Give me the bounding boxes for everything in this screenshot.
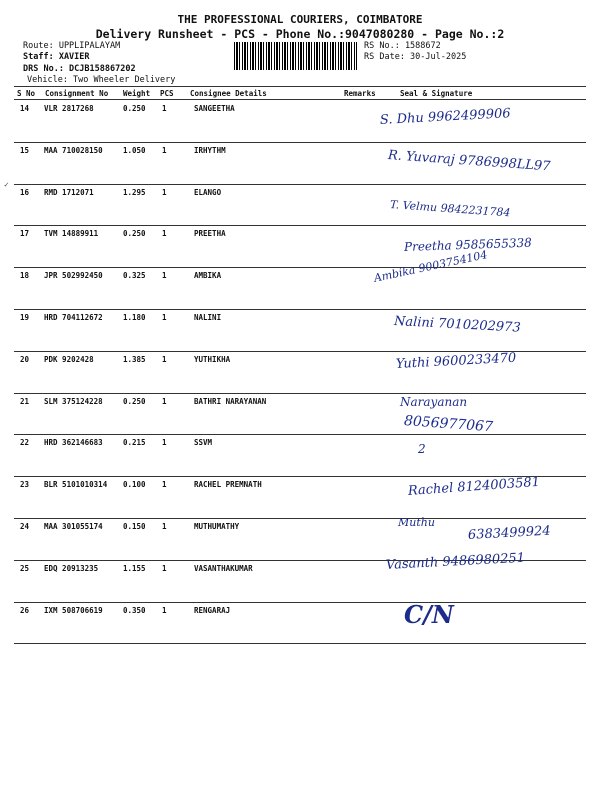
cell-consignment-no: MAA 301055174 bbox=[44, 522, 103, 531]
row-divider bbox=[14, 184, 586, 185]
cell-consignment-no: MAA 710028150 bbox=[44, 145, 103, 155]
cell-consignee: IRHYTHM bbox=[194, 145, 226, 155]
row-divider bbox=[14, 434, 586, 435]
cell-weight: 1.155 bbox=[123, 563, 146, 573]
cell-consignee: SANGEETHA bbox=[194, 104, 235, 113]
signature-row19: Nalini 7010202973 bbox=[393, 314, 522, 336]
cell-weight: 0.150 bbox=[123, 522, 146, 531]
col-header-remarks: Remarks bbox=[344, 89, 376, 98]
cell-weight: 1.385 bbox=[123, 354, 146, 364]
drs-number: DRS No.: DCJB158867202 bbox=[23, 64, 136, 74]
cell-sno: 21 bbox=[20, 396, 30, 406]
cell-pcs: 1 bbox=[162, 438, 167, 448]
vehicle-label: Vehicle: Two Wheeler Delivery bbox=[27, 75, 176, 85]
cell-consignment-no: EDQ 20913235 bbox=[44, 563, 99, 573]
cell-sno: 18 bbox=[20, 271, 30, 281]
cell-consignee: MUTHUMATHY bbox=[194, 522, 240, 531]
cell-sno: 23 bbox=[20, 480, 30, 490]
cell-consignment-no: SLM 375124228 bbox=[44, 396, 103, 406]
signature-row15: R. Yuvaraj 9786998LL97 bbox=[387, 148, 551, 175]
cell-weight: 1.295 bbox=[123, 187, 146, 197]
cell-consignee: NALINI bbox=[194, 313, 222, 322]
cell-consignee: YUTHIKHA bbox=[194, 354, 231, 364]
cell-weight: 0.350 bbox=[123, 605, 146, 615]
cell-weight: 0.325 bbox=[123, 271, 146, 281]
cell-pcs: 1 bbox=[162, 104, 167, 113]
cell-consignee: BATHRI NARAYANAN bbox=[194, 396, 267, 406]
cell-consignee: RACHEL PREMNATH bbox=[194, 480, 262, 490]
cell-sno: 16 bbox=[20, 187, 30, 197]
cell-sno: 25 bbox=[20, 563, 30, 573]
row-divider bbox=[14, 518, 586, 519]
cell-consignment-no: RMD 1712071 bbox=[44, 187, 94, 197]
col-header-consignment: Consignment No bbox=[45, 89, 109, 98]
cell-weight: 0.250 bbox=[123, 229, 146, 239]
cell-pcs: 1 bbox=[162, 480, 167, 490]
cell-consignment-no: HRD 362146683 bbox=[44, 438, 103, 448]
cell-weight: 1.050 bbox=[123, 145, 146, 155]
signature-row26: C/N bbox=[404, 600, 454, 629]
col-header-pcs: PCS bbox=[160, 89, 174, 98]
cell-sno: 26 bbox=[20, 605, 30, 615]
cell-pcs: 1 bbox=[162, 396, 167, 406]
cell-sno: 22 bbox=[20, 438, 30, 448]
signature-row18: Ambika 9003754104 bbox=[372, 248, 489, 285]
rs-number: RS No.: 1588672 bbox=[364, 41, 441, 51]
row-divider bbox=[14, 393, 586, 394]
cell-pcs: 1 bbox=[162, 229, 167, 239]
cell-weight: 1.180 bbox=[123, 313, 146, 322]
barcode bbox=[234, 42, 357, 70]
cell-weight: 0.215 bbox=[123, 438, 146, 448]
cell-consignment-no: PDK 9202428 bbox=[44, 354, 94, 364]
cell-weight: 0.100 bbox=[123, 480, 146, 490]
header-divider bbox=[14, 99, 586, 100]
row-divider bbox=[14, 142, 586, 143]
cell-sno: 17 bbox=[20, 229, 30, 239]
row-divider bbox=[14, 602, 586, 603]
row-divider bbox=[14, 643, 586, 644]
cell-pcs: 1 bbox=[162, 313, 167, 322]
cell-consignment-no: JPR 502992450 bbox=[44, 271, 103, 281]
signature-row21: Narayanan bbox=[400, 395, 468, 409]
cell-consignee: PREETHA bbox=[194, 229, 226, 239]
signature-row24-phone: 6383499924 bbox=[467, 523, 551, 543]
route-label: Route: UPPLIPALAYAM bbox=[23, 41, 121, 51]
cell-consignee: ELANGO bbox=[194, 187, 222, 197]
staff-label: Staff: XAVIER bbox=[23, 52, 90, 62]
cell-consignee: RENGARAJ bbox=[194, 605, 231, 615]
runsheet-subtitle: Delivery Runsheet - PCS - Phone No.:9047080280 - Page No.:2 bbox=[95, 27, 505, 41]
cell-pcs: 1 bbox=[162, 605, 167, 615]
cell-pcs: 1 bbox=[162, 354, 167, 364]
row-divider bbox=[14, 225, 586, 226]
cell-pcs: 1 bbox=[162, 522, 167, 531]
margin-check-mark: ✓ bbox=[4, 180, 9, 189]
rs-date: RS Date: 30-Jul-2025 bbox=[364, 52, 467, 62]
cell-consignee: VASANTHAKUMAR bbox=[194, 563, 253, 573]
signature-row22-mark: 2 bbox=[418, 442, 426, 456]
cell-sno: 14 bbox=[20, 104, 30, 113]
cell-weight: 0.250 bbox=[123, 104, 146, 113]
col-header-consignee: Consignee Details bbox=[190, 89, 267, 98]
cell-consignment-no: VLR 2817268 bbox=[44, 104, 94, 113]
signature-row24-name: Muthu bbox=[398, 516, 435, 529]
row-divider bbox=[14, 267, 586, 268]
cell-consignment-no: IXM 508706619 bbox=[44, 605, 103, 615]
cell-consignee: AMBIKA bbox=[194, 271, 222, 281]
cell-consignee: SSVM bbox=[194, 438, 213, 448]
cell-pcs: 1 bbox=[162, 563, 167, 573]
col-header-sno: S No bbox=[17, 89, 36, 98]
cell-sno: 19 bbox=[20, 313, 30, 322]
cell-pcs: 1 bbox=[162, 145, 167, 155]
company-title: THE PROFESSIONAL COURIERS, COIMBATORE bbox=[177, 13, 423, 26]
cell-pcs: 1 bbox=[162, 187, 167, 197]
cell-sno: 24 bbox=[20, 522, 30, 531]
col-header-weight: Weight bbox=[123, 89, 151, 98]
cell-sno: 15 bbox=[20, 145, 30, 155]
col-header-seal-signature: Seal & Signature bbox=[400, 89, 473, 98]
signature-row25: Vasanth 9486980251 bbox=[385, 550, 526, 573]
cell-pcs: 1 bbox=[162, 271, 167, 281]
cell-consignment-no: TVM 14889911 bbox=[44, 229, 99, 239]
cell-consignment-no: BLR 5101010314 bbox=[44, 480, 108, 490]
cell-weight: 0.250 bbox=[123, 396, 146, 406]
table-top-border bbox=[14, 86, 586, 87]
signature-row16: T. Velmu 9842231784 bbox=[389, 198, 511, 220]
signature-row20: Yuthi 9600233470 bbox=[395, 350, 517, 372]
signature-row17: Preetha 9585655338 bbox=[403, 235, 533, 254]
signature-row23: Rachel 8124003581 bbox=[407, 474, 541, 499]
cell-sno: 20 bbox=[20, 354, 30, 364]
signature-row22-phone: 8056977067 bbox=[403, 413, 494, 436]
cell-consignment-no: HRD 704112672 bbox=[44, 313, 103, 322]
row-divider bbox=[14, 309, 586, 310]
signature-row14: S. Dhu 9962499906 bbox=[379, 106, 511, 128]
